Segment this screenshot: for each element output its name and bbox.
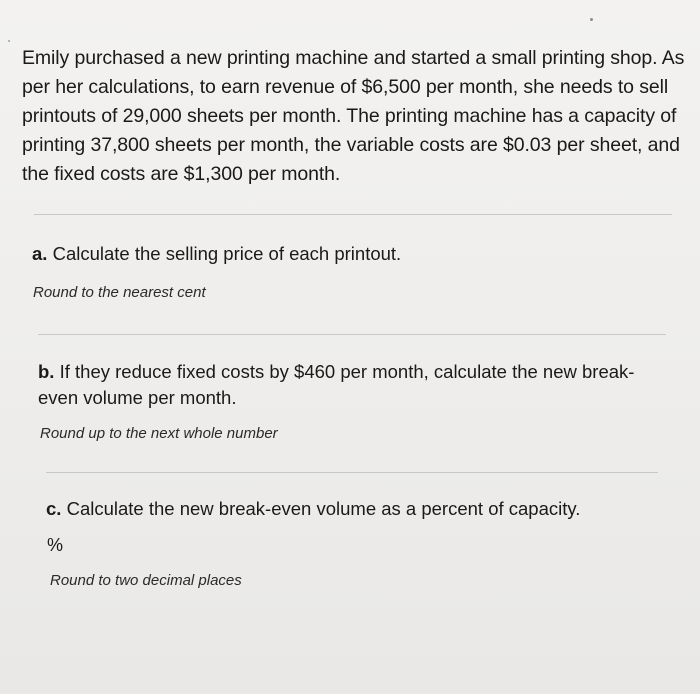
question-a-text: Calculate the selling price of each printout.	[52, 243, 402, 264]
divider-1	[34, 214, 672, 215]
question-c-text: Calculate the new break-even volume as a percent of capacity.	[66, 498, 581, 519]
question-a-hint: Round to the nearest cent	[33, 284, 206, 301]
question-c	[46, 496, 666, 522]
question-c-hint: Round to two decimal places	[50, 572, 242, 589]
speck-mark	[590, 18, 593, 21]
question-b-letter: b.	[38, 361, 60, 382]
speck-mark-2	[8, 40, 10, 42]
question-a	[32, 241, 672, 267]
answer-line-a[interactable]	[38, 334, 666, 335]
answer-line-b[interactable]	[46, 472, 658, 473]
question-c-letter: c.	[46, 498, 67, 519]
question-b-hint: Round up to the next whole number	[40, 425, 278, 442]
question-b-text: If they reduce fixed costs by $460 per month, calculate the new break-even volume per month.	[38, 361, 635, 408]
question-c-unit: %	[47, 535, 64, 555]
question-b	[38, 359, 668, 411]
question-a-letter: a.	[32, 243, 53, 264]
problem-statement: Emily purchased a new printing machine and started a small printing shop. As per her calculations, to earn revenue of $6,500 per month, she needs to sell printouts of 29,000 sheets per month. The printing machine has a capacity of printing 37,800 sheets per month, the variable costs are $0.03 per sheet, and the fixed costs are $1,300 per month.	[22, 47, 685, 185]
